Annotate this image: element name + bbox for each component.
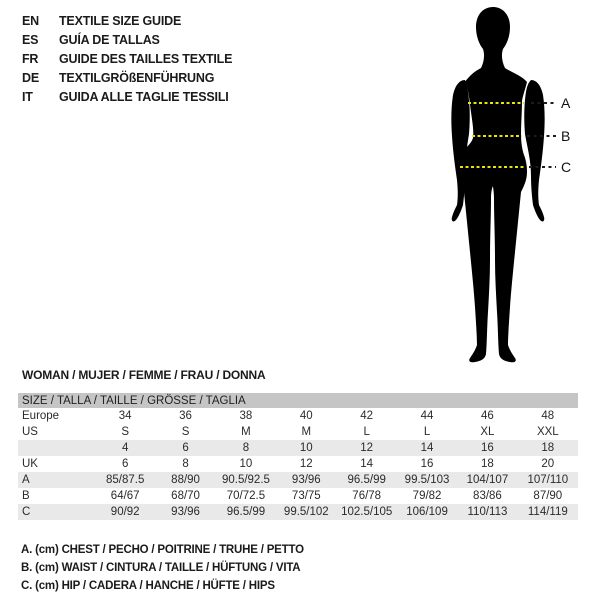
size-cell: 87/90 bbox=[533, 490, 563, 502]
size-cell: L bbox=[363, 426, 370, 438]
size-cell: 93/96 bbox=[291, 474, 321, 486]
size-cell: 34 bbox=[118, 410, 132, 422]
row-label: Europe bbox=[22, 410, 60, 422]
waist-line-on-body bbox=[472, 135, 522, 137]
size-cell: 12 bbox=[299, 458, 313, 470]
silhouette-body bbox=[458, 7, 527, 362]
language-row bbox=[22, 68, 232, 87]
size-cell: 93/96 bbox=[171, 506, 200, 518]
size-cell: 76/78 bbox=[352, 490, 382, 502]
size-cell: 40 bbox=[299, 410, 313, 422]
size-cell: 83/86 bbox=[473, 490, 502, 502]
measurement-legend bbox=[21, 541, 304, 595]
legend-line: B. (cm) WAIST / CINTURA / TAILLE / HÜFTUNG / VITA bbox=[21, 562, 301, 574]
size-cell: 99.5/103 bbox=[404, 474, 450, 486]
marker-label-chest: A bbox=[561, 95, 571, 111]
size-cell: 90/92 bbox=[110, 506, 140, 518]
language-title: GUIDE DES TAILLES TEXTILE bbox=[59, 51, 233, 66]
size-cell: 8 bbox=[242, 442, 250, 454]
size-cell: 18 bbox=[541, 442, 555, 454]
size-cell: M bbox=[241, 426, 251, 438]
size-cell: 70/72.5 bbox=[226, 490, 266, 502]
language-row bbox=[22, 11, 232, 30]
size-cell: 10 bbox=[239, 458, 253, 470]
size-cell: 107/110 bbox=[527, 474, 569, 486]
hip-line-callout bbox=[529, 166, 556, 168]
legend-line: A. (cm) CHEST / PECHO / POITRINE / TRUHE / PETTO bbox=[21, 544, 304, 556]
language-row bbox=[22, 49, 232, 68]
size-table-row bbox=[18, 424, 578, 440]
chest-line-callout bbox=[531, 102, 557, 104]
marker-label-waist: B bbox=[561, 128, 571, 144]
size-cell: 68/70 bbox=[171, 490, 200, 502]
marker-label-hip: C bbox=[561, 159, 572, 175]
language-title: GUÍA DE TALLAS bbox=[59, 32, 160, 47]
language-code: IT bbox=[22, 89, 33, 104]
size-cell: 16 bbox=[420, 458, 434, 470]
language-code: DE bbox=[22, 70, 39, 85]
size-cell: 96.5/99 bbox=[226, 506, 266, 518]
size-table-row bbox=[18, 408, 578, 424]
language-row bbox=[22, 87, 232, 106]
size-table-body bbox=[18, 408, 578, 520]
size-cell: 85/87.5 bbox=[106, 474, 145, 486]
row-label: US bbox=[22, 426, 38, 438]
size-cell: 6 bbox=[182, 442, 189, 454]
woman-silhouette-svg bbox=[405, 2, 555, 368]
size-cell: 14 bbox=[360, 458, 374, 470]
language-title: GUIDA ALLE TAGLIE TESSILI bbox=[59, 89, 229, 104]
language-code: ES bbox=[22, 32, 39, 47]
size-cell: 114/119 bbox=[527, 506, 568, 518]
size-cell: 42 bbox=[360, 410, 374, 422]
language-code: FR bbox=[22, 51, 39, 66]
size-cell: 14 bbox=[420, 442, 434, 454]
size-cell: 38 bbox=[239, 410, 253, 422]
chest-line-on-body bbox=[468, 102, 524, 104]
size-table-row bbox=[18, 504, 578, 520]
legend-line: C. (cm) HIP / CADERA / HANCHE / HÜFTE / HIPS bbox=[21, 580, 275, 592]
size-cell: S bbox=[181, 426, 190, 438]
language-title: TEXTILGRÖßENFÜHRUNG bbox=[59, 70, 215, 85]
size-table-header: SIZE / TALLA / TAILLE / GRÖSSE / TAGLIA bbox=[18, 393, 578, 408]
size-cell: 99.5/102 bbox=[283, 506, 329, 518]
row-label: B bbox=[22, 490, 30, 502]
language-title: TEXTILE SIZE GUIDE bbox=[59, 13, 182, 28]
size-cell: XL bbox=[480, 426, 495, 438]
size-cell: 18 bbox=[481, 458, 494, 470]
size-cell: 6 bbox=[121, 458, 129, 470]
size-cell: 64/67 bbox=[110, 490, 140, 502]
size-cell: 73/75 bbox=[291, 490, 321, 502]
size-cell: 12 bbox=[360, 442, 374, 454]
size-cell: 16 bbox=[481, 442, 494, 454]
size-table bbox=[18, 393, 578, 520]
size-cell: M bbox=[301, 426, 312, 438]
size-cell: 106/109 bbox=[406, 506, 448, 518]
size-cell: 20 bbox=[541, 458, 555, 470]
size-cell: S bbox=[121, 426, 130, 438]
language-code: EN bbox=[22, 13, 39, 28]
size-table-row bbox=[18, 472, 578, 488]
row-label: A bbox=[22, 474, 30, 486]
row-label: UK bbox=[22, 458, 38, 470]
language-list bbox=[22, 11, 232, 106]
waist-line-callout bbox=[527, 135, 557, 137]
size-cell: 10 bbox=[299, 442, 313, 454]
size-cell: 36 bbox=[179, 410, 192, 422]
size-cell: 90.5/92.5 bbox=[221, 474, 270, 486]
size-cell: 79/82 bbox=[412, 490, 442, 502]
size-cell: 8 bbox=[182, 458, 189, 470]
size-cell: 46 bbox=[481, 410, 494, 422]
hip-line-on-body bbox=[460, 166, 525, 168]
woman-silhouette bbox=[405, 2, 555, 368]
section-heading: WOMAN / MUJER / FEMME / FRAU / DONNA bbox=[22, 368, 266, 382]
size-cell: 110/113 bbox=[467, 506, 508, 518]
row-label: C bbox=[22, 506, 31, 518]
size-cell: 44 bbox=[420, 410, 434, 422]
size-cell: L bbox=[423, 426, 431, 438]
size-table-row bbox=[18, 488, 578, 504]
size-cell: 104/107 bbox=[466, 474, 509, 486]
size-cell: 48 bbox=[541, 410, 555, 422]
size-cell: 4 bbox=[121, 442, 129, 454]
size-table-row bbox=[18, 440, 578, 456]
size-cell: 96.5/99 bbox=[347, 474, 386, 486]
size-cell: 88/90 bbox=[171, 474, 200, 486]
size-cell: 102.5/105 bbox=[341, 506, 393, 518]
size-table-row bbox=[18, 456, 578, 472]
language-row bbox=[22, 30, 232, 49]
size-cell: XXL bbox=[536, 426, 559, 438]
